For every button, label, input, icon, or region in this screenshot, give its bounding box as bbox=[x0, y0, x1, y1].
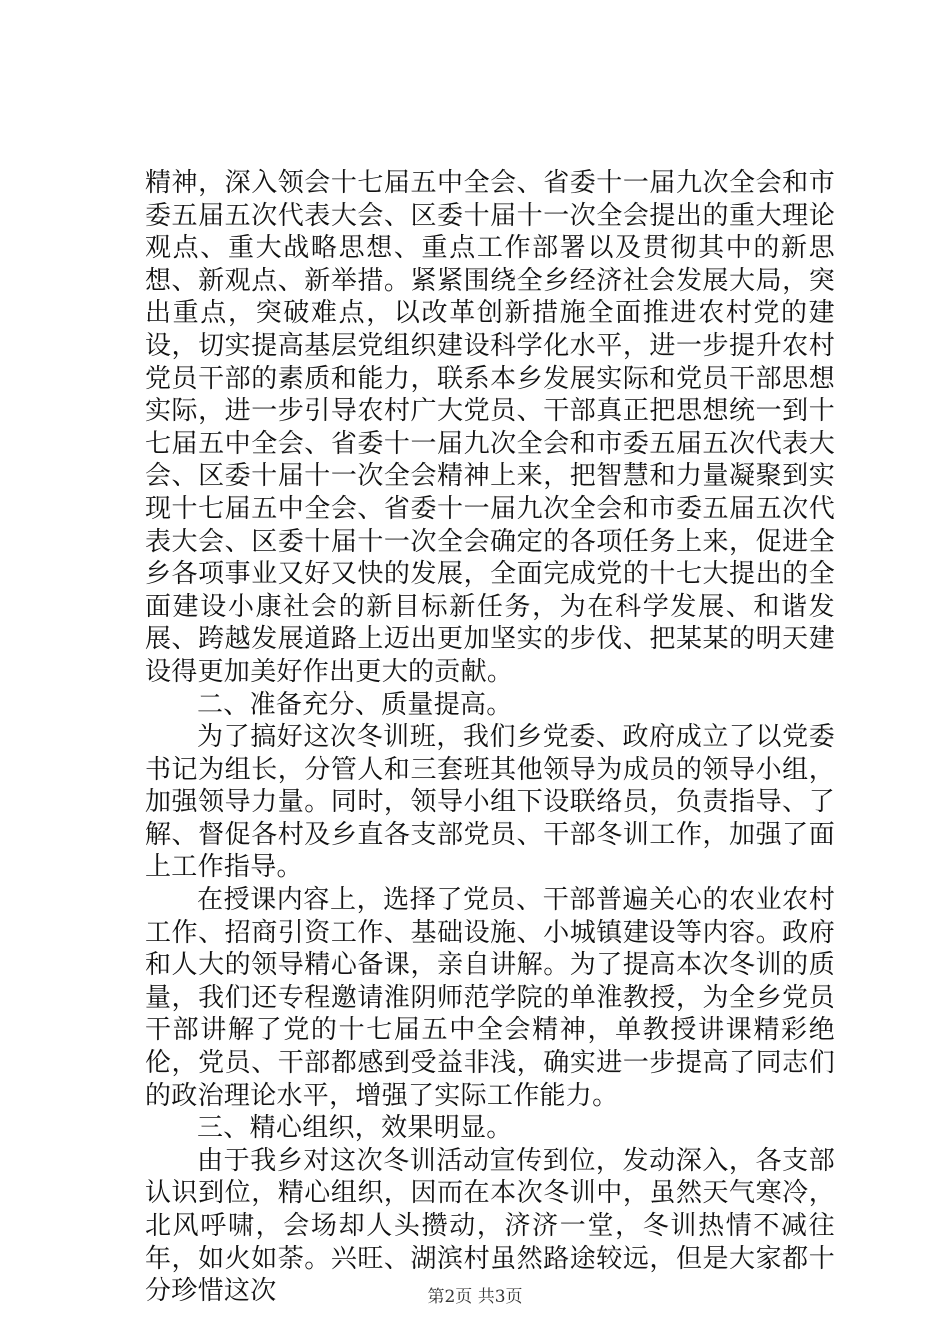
paragraph-course-content: 在授课内容上，选择了党员、干部普遍关心的农业农村工作、招商引资工作、基础设施、小城镇建设等内容。政府和人大的领导精心备课，亲自讲解。为了提高本次冬训的质量，我们还专程邀请淮阴师范学院的单淮教授，为全乡党员干部讲解了党的十七届五中全会精神，单教授讲课精彩绝伦，党员、干部都感到受益非浅，确实进一步提高了同志们的政治理论水平，增强了实际工作能力。 bbox=[145, 885, 835, 1111]
paragraph-organization: 由于我乡对这次冬训活动宣传到位，发动深入，各支部认识到位，精心组织，因而在本次冬训中，虽然天气寒冷，北风呼啸，会场却人头攒动，济济一堂，冬训热情不减往年，如火如荼。兴旺、湖滨村虽然路途较远，但是大家都十分珍惜这次 bbox=[145, 1145, 835, 1307]
section-heading-3: 三、精心组织，效果明显。 bbox=[197, 1113, 513, 1144]
paragraph-continuation: 精神，深入领会十七届五中全会、省委十一届九次全会和市委五届五次代表大会、区委十届十一次全会提出的重大理论观点、重大战略思想、重点工作部署以及贯彻其中的新思想、新观点、新举措。紧紧围绕全乡经济社会发展大局，突出重点，突破难点，以改革创新措施全面推进农村党的建设，切实提高基层党组织建设科学化水平，进一步提升农村党员干部的素质和能力，联系本乡发展实际和党员干部思想实际，进一步引导农村广大党员、干部真正把思想统一到十七届五中全会、省委十一届九次全会和市委五届五次代表大会、区委十届十一次全会精神上来，把智慧和力量凝聚到实现十七届五中全会、省委十一届九次全会和市委五届五次代表大会、区委十届十一次全会确定的各项任务上来，促进全乡各项事业又好又快的发展，全面完成党的十七大提出的全面建设小康社会的新目标新任务，为在科学发展、和谐发展、跨越发展道路上迈出更加坚实的步伐、把某某的明天建设得更加美好作出更大的贡献。 bbox=[145, 168, 835, 687]
paragraph-leadership: 为了搞好这次冬训班，我们乡党委、政府成立了以党委书记为组长，分管人和三套班其他领导为成员的领导小组，加强领导力量。同时，领导小组下设联络员，负责指导、了解、督促各村及乡直各支部党员、干部冬训工作，加强了面上工作指导。 bbox=[145, 722, 835, 883]
section-heading-2: 二、准备充分、质量提高。 bbox=[197, 689, 513, 720]
document-body bbox=[145, 167, 835, 1308]
page-footer: 第2页 共3页 bbox=[427, 1287, 523, 1307]
